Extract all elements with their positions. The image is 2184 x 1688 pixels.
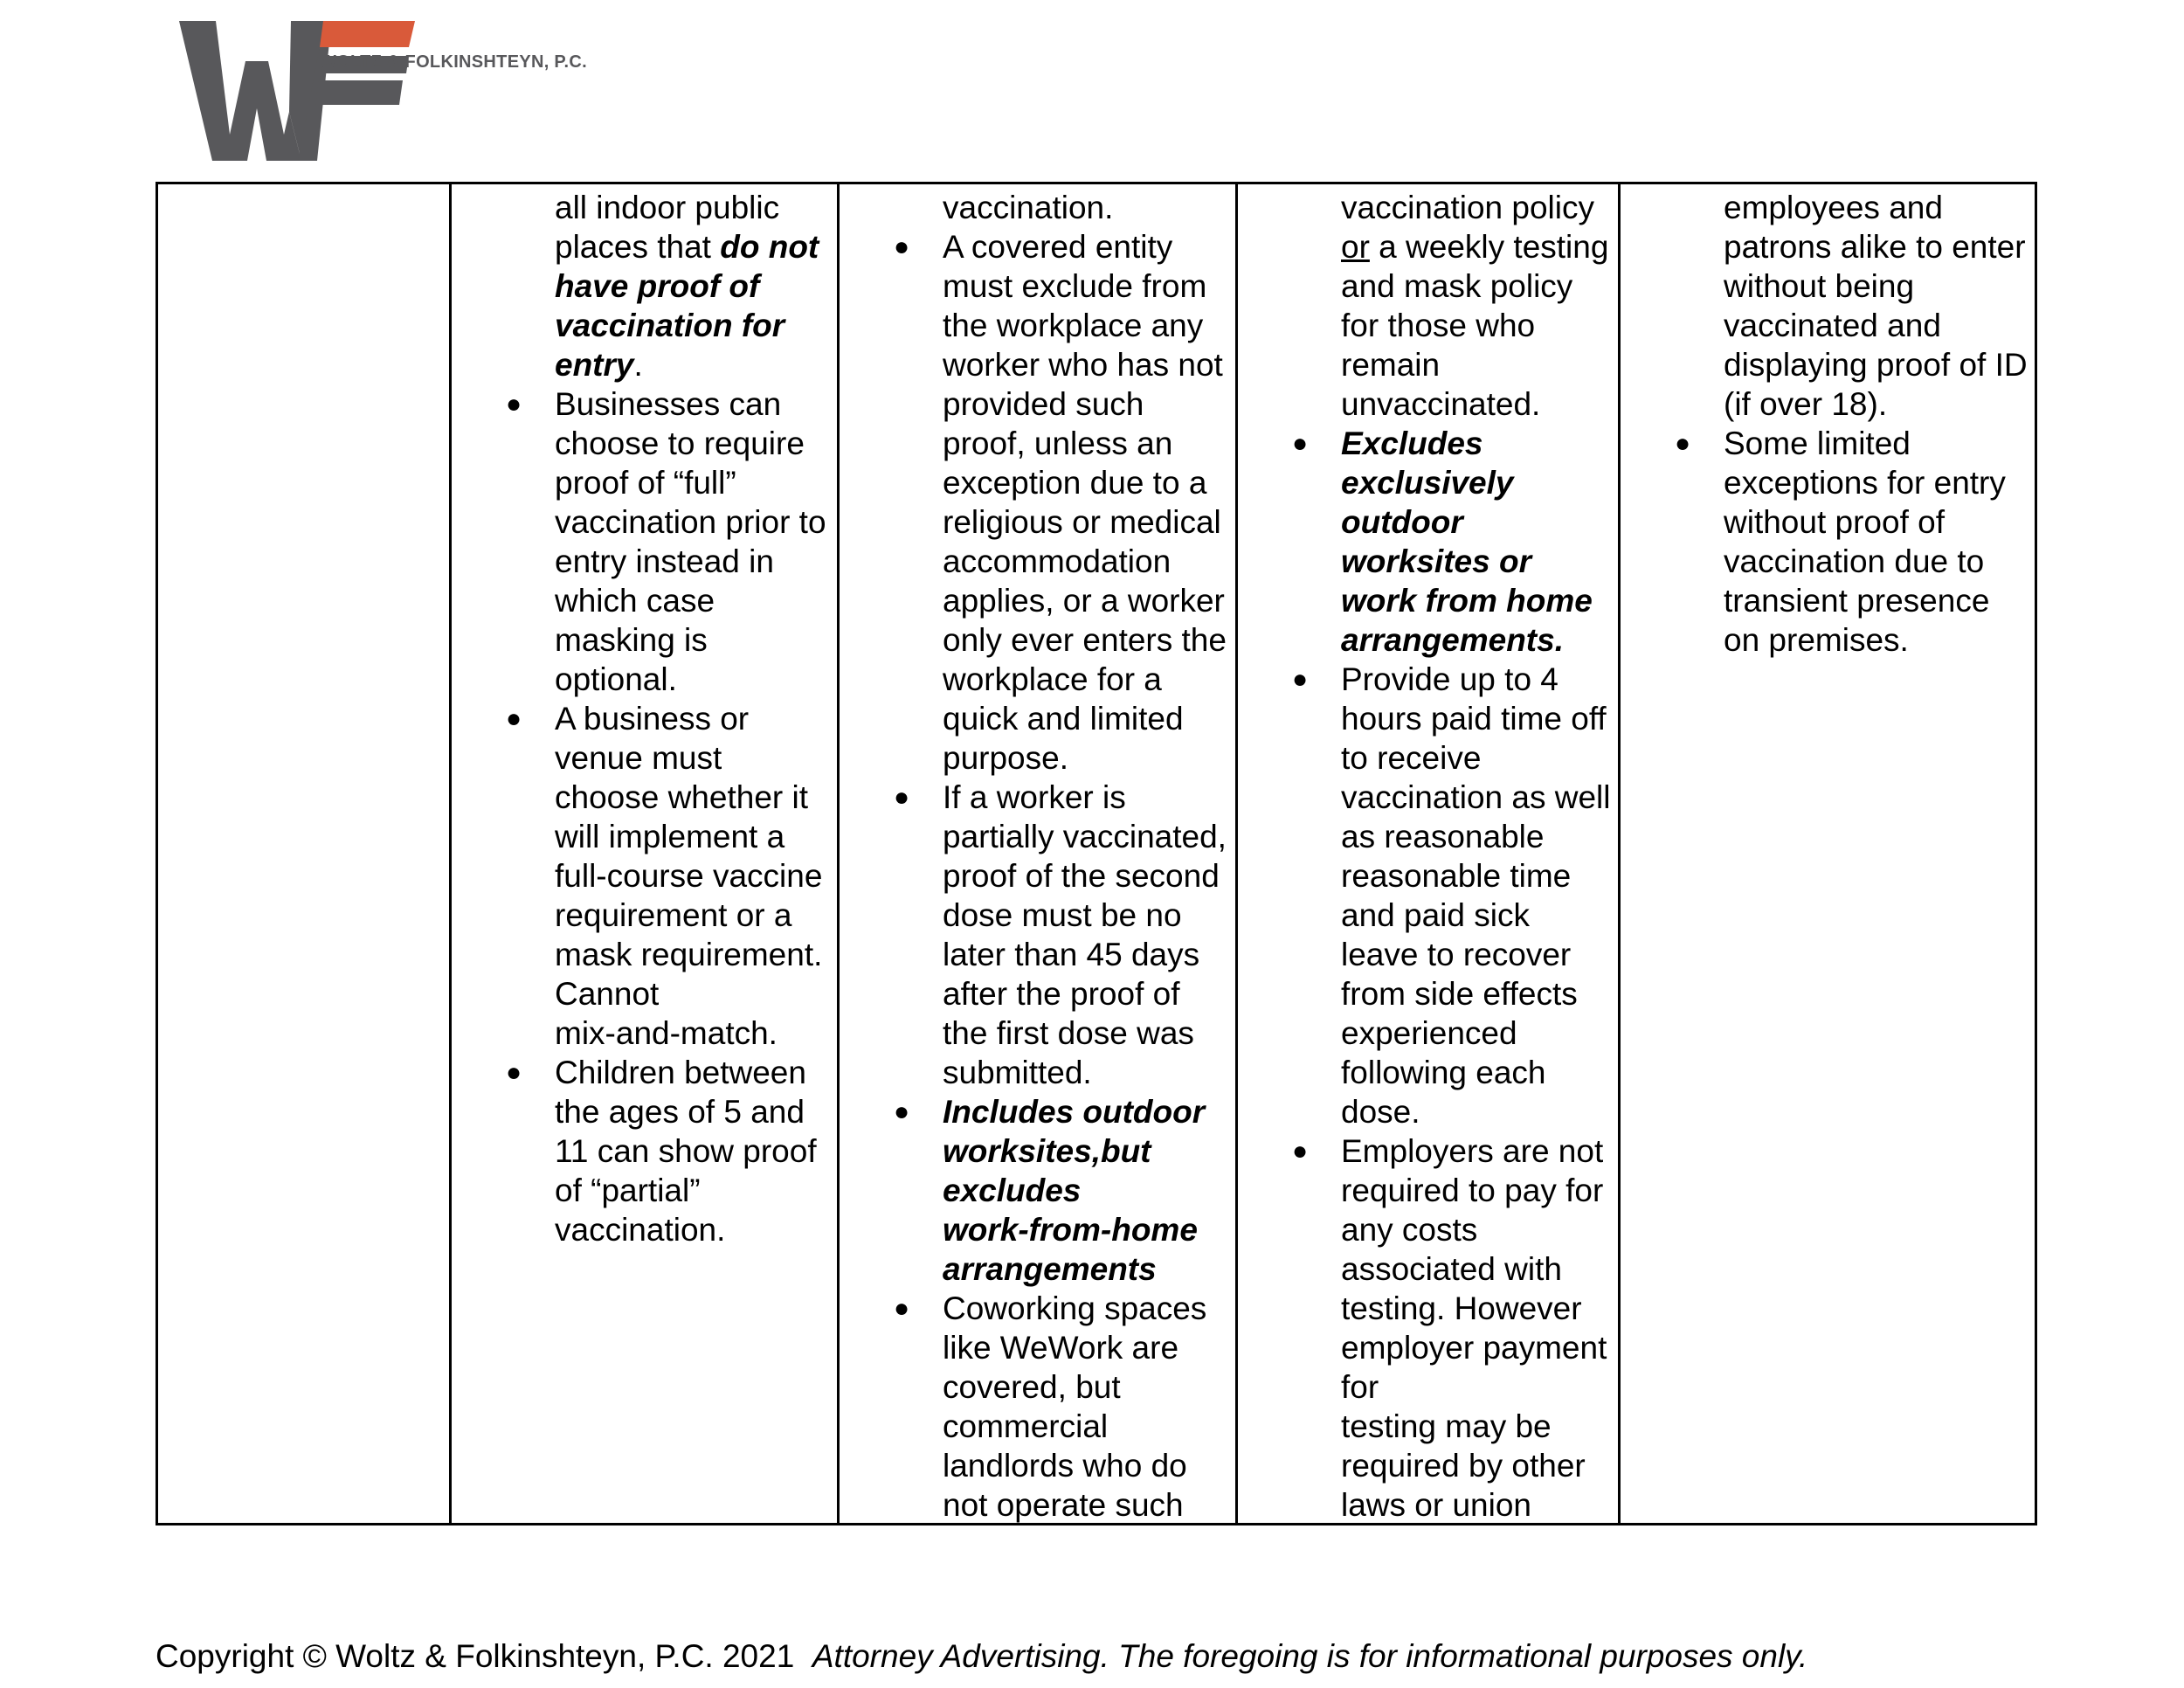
- cell-text-line: [1341, 227, 1608, 266]
- plain-text: all indoor public: [555, 190, 780, 225]
- plain-text: vaccinated and: [1724, 308, 1941, 343]
- cell-text-line: [555, 1092, 805, 1131]
- cell-text-line: [1341, 935, 1571, 974]
- cell-text-line: [1341, 896, 1530, 935]
- plain-text: displaying proof of ID: [1724, 347, 2028, 383]
- cell-text-line: [1724, 424, 1911, 463]
- cell-text-line: [943, 974, 1180, 1013]
- plain-text: reasonable time: [1341, 858, 1572, 894]
- cell-text-line: [943, 306, 1203, 345]
- cell-text-line: [555, 620, 708, 660]
- bold-italic-text: outdoor: [1341, 504, 1463, 540]
- plain-text: proof of the second: [943, 858, 1220, 894]
- plain-text: Coworking spaces: [943, 1290, 1207, 1326]
- plain-text: If a worker is: [943, 779, 1126, 815]
- plain-text: covered, but: [943, 1369, 1121, 1405]
- underlined-text: or: [1341, 229, 1370, 265]
- plain-text: employer payment: [1341, 1330, 1607, 1366]
- cell-text-line: [943, 1249, 1157, 1289]
- cell-text-line: [1341, 1289, 1582, 1328]
- plain-text: Cannot: [555, 976, 660, 1012]
- cell-text-line: [1341, 1407, 1552, 1446]
- plain-text: as reasonable: [1341, 819, 1545, 854]
- regulation-table: [156, 182, 2037, 1525]
- plain-text: partially vaccinated,: [943, 819, 1227, 854]
- plain-text: Employers are not: [1341, 1133, 1604, 1169]
- plain-text: testing may be: [1341, 1408, 1552, 1444]
- plain-text: venue must: [555, 740, 722, 776]
- cell-text-line: [1341, 1013, 1517, 1053]
- plain-text: later than 45 days: [943, 937, 1200, 972]
- plain-text: remain: [1341, 347, 1441, 383]
- bold-italic-text: Excludes: [1341, 425, 1483, 461]
- plain-text: from side effects: [1341, 976, 1578, 1012]
- plain-text: commercial: [943, 1408, 1109, 1444]
- cell-text-line: [943, 620, 1227, 660]
- table-column-3: [837, 184, 1235, 1523]
- cell-text-line: [1341, 660, 1559, 699]
- plain-text: dose must be no: [943, 897, 1182, 933]
- plain-text: accommodation: [943, 543, 1171, 579]
- plain-text: Provide up to 4: [1341, 661, 1559, 697]
- cell-text-line: [943, 542, 1171, 581]
- cell-text-line: [943, 227, 1172, 266]
- plain-text: hours paid time off: [1341, 701, 1607, 737]
- plain-text: applies, or a worker: [943, 583, 1225, 619]
- plain-text: Some limited: [1724, 425, 1911, 461]
- cell-text-line: [1724, 502, 1945, 542]
- plain-text: provided such: [943, 386, 1144, 422]
- cell-text-line: [555, 542, 774, 581]
- plain-text: will implement a: [555, 819, 785, 854]
- cell-text-line: [555, 935, 822, 974]
- cell-text-line: [555, 306, 784, 345]
- bullet-icon: ●: [1292, 429, 1309, 458]
- bullet-icon: ●: [506, 704, 522, 733]
- plain-text: required to pay for: [1341, 1173, 1604, 1208]
- bold-italic-text: work-from-home: [943, 1212, 1198, 1248]
- bold-italic-text: work from home: [1341, 583, 1593, 619]
- bold-italic-text: do not: [720, 229, 819, 265]
- plain-text: purpose.: [943, 740, 1068, 776]
- plain-text: workplace for a: [943, 661, 1162, 697]
- bold-italic-text: arrangements: [943, 1251, 1157, 1287]
- bullet-icon: ●: [894, 1097, 910, 1126]
- plain-text: a weekly testing: [1369, 229, 1609, 265]
- plain-text: experienced: [1341, 1015, 1517, 1051]
- bold-italic-text: entry: [555, 347, 634, 383]
- cell-text-line: [943, 817, 1227, 856]
- cell-text-line: [1341, 188, 1594, 227]
- cell-text-line: [555, 1171, 701, 1210]
- plain-text: full-course vaccine: [555, 858, 823, 894]
- cell-text-line: [943, 345, 1223, 384]
- cell-text-line: [943, 1092, 1205, 1131]
- cell-text-line: [555, 1013, 778, 1053]
- cell-text-line: [1341, 817, 1544, 856]
- plain-text: choose whether it: [555, 779, 809, 815]
- plain-text: testing. However: [1341, 1290, 1582, 1326]
- plain-text: like WeWork are: [943, 1330, 1179, 1366]
- plain-text: leave to recover: [1341, 937, 1572, 972]
- cell-text-line: [555, 1053, 806, 1092]
- table-column-4: [1235, 184, 1618, 1523]
- cell-text-line: [943, 1171, 1081, 1210]
- plain-text: vaccination.: [555, 1212, 726, 1248]
- plain-text: mix-and-match.: [555, 1015, 778, 1051]
- cell-text-line: [943, 1407, 1108, 1446]
- plain-text: without being: [1724, 268, 1915, 304]
- bullet-icon: ●: [1292, 665, 1309, 694]
- plain-text: patrons alike to enter: [1724, 229, 2026, 265]
- cell-text-line: [555, 974, 659, 1013]
- plain-text: optional.: [555, 661, 677, 697]
- cell-text-line: [943, 1289, 1206, 1328]
- plain-text: to receive: [1341, 740, 1482, 776]
- cell-text-line: [555, 266, 759, 306]
- plain-text: quick and limited: [943, 701, 1184, 737]
- plain-text: Children between: [555, 1055, 806, 1090]
- plain-text: which case: [555, 583, 715, 619]
- plain-text: religious or medical: [943, 504, 1221, 540]
- cell-text-line: [943, 581, 1225, 620]
- plain-text: masking is: [555, 622, 708, 658]
- cell-text-line: [1341, 542, 1531, 581]
- plain-text: the ages of 5 and: [555, 1094, 805, 1130]
- bullet-icon: ●: [506, 390, 522, 419]
- cell-text-line: [1724, 384, 1887, 424]
- plain-text: choose to require: [555, 425, 805, 461]
- cell-text-line: [1341, 620, 1564, 660]
- cell-text-line: [555, 227, 819, 266]
- cell-text-line: [1341, 1210, 1477, 1249]
- cell-text-line: [1341, 974, 1578, 1013]
- cell-text-line: [943, 1131, 1151, 1171]
- bullet-icon: ●: [894, 1294, 910, 1323]
- cell-text-line: [555, 778, 808, 817]
- cell-text-line: [1341, 778, 1610, 817]
- plain-text: proof, unless an: [943, 425, 1173, 461]
- bold-italic-text: arrangements.: [1341, 622, 1564, 658]
- plain-text: vaccination prior to: [555, 504, 826, 540]
- plain-text: for those who: [1341, 308, 1536, 343]
- plain-text: (if over 18).: [1724, 386, 1888, 422]
- plain-text: and mask policy: [1341, 268, 1573, 304]
- plain-text: entry instead in: [555, 543, 774, 579]
- plain-text: the workplace any: [943, 308, 1204, 343]
- cell-text-line: [943, 896, 1182, 935]
- cell-text-line: [943, 1485, 1184, 1523]
- plain-text: A business or: [555, 701, 750, 737]
- cell-text-line: [1724, 306, 1941, 345]
- cell-text-line: [1341, 1171, 1603, 1210]
- logo-f-mid: [315, 80, 403, 105]
- table-column-1: [158, 184, 449, 1523]
- plain-text: associated with: [1341, 1251, 1562, 1287]
- cell-text-line: [1724, 345, 2028, 384]
- plain-text: worker who has not: [943, 347, 1223, 383]
- cell-text-line: [943, 502, 1221, 542]
- cell-text-line: [1341, 1328, 1607, 1367]
- cell-text-line: [1724, 188, 1943, 227]
- cell-text-line: [555, 896, 791, 935]
- plain-text: without proof of: [1724, 504, 1945, 540]
- cell-text-line: [943, 778, 1126, 817]
- cell-text-line: [1724, 542, 1984, 581]
- cell-text-line: [1341, 1053, 1545, 1092]
- plain-text: following each: [1341, 1055, 1546, 1090]
- cell-text-line: [1341, 1131, 1603, 1171]
- plain-text: after the proof of: [943, 976, 1180, 1012]
- footer: [156, 1637, 1807, 1676]
- cell-text-line: [943, 424, 1172, 463]
- cell-text-line: [1341, 463, 1513, 502]
- plain-text: vaccination due to: [1724, 543, 1985, 579]
- table-column-2: [449, 184, 837, 1523]
- bold-italic-text: excludes: [943, 1173, 1082, 1208]
- cell-text-line: [555, 345, 643, 384]
- cell-text-line: [943, 188, 1113, 227]
- cell-text-line: [943, 1013, 1194, 1053]
- cell-text-line: [1341, 502, 1463, 542]
- cell-text-line: [1341, 1249, 1562, 1289]
- plain-text: transient presence: [1724, 583, 1990, 619]
- cell-text-line: [555, 699, 749, 738]
- cell-text-line: [555, 1131, 817, 1171]
- plain-text: for: [1341, 1369, 1379, 1405]
- plain-text: of “partial”: [555, 1173, 701, 1208]
- cell-text-line: [1341, 345, 1440, 384]
- firm-logo: [179, 21, 633, 161]
- plain-text: .: [633, 347, 643, 383]
- bullet-icon: ●: [894, 232, 910, 261]
- bullet-icon: ●: [1675, 429, 1691, 458]
- plain-text: Businesses can: [555, 386, 782, 422]
- cell-text-line: [943, 384, 1144, 424]
- cell-text-line: [555, 384, 781, 424]
- cell-text-line: [943, 1328, 1178, 1367]
- plain-text: exception due to a: [943, 465, 1207, 501]
- plain-text: required by other: [1341, 1448, 1586, 1484]
- bullet-icon: ●: [1292, 1137, 1309, 1166]
- cell-text-line: [555, 660, 677, 699]
- plain-text: exceptions for entry: [1724, 465, 2006, 501]
- cell-text-line: [943, 856, 1220, 896]
- cell-text-line: [1341, 266, 1572, 306]
- cell-text-line: [943, 660, 1162, 699]
- cell-text-line: [943, 266, 1206, 306]
- cell-text-line: [943, 1210, 1198, 1249]
- bullet-icon: ●: [506, 1058, 522, 1087]
- cell-text-line: [1341, 1485, 1531, 1523]
- cell-text-line: [943, 738, 1068, 778]
- cell-text-line: [555, 581, 715, 620]
- cell-text-line: [555, 738, 722, 778]
- logo-orange-bar: [320, 21, 415, 47]
- cell-text-line: [1724, 620, 1909, 660]
- cell-text-line: [555, 424, 805, 463]
- cell-text-line: [1341, 1446, 1586, 1485]
- plain-text: vaccination policy: [1341, 190, 1594, 225]
- plain-text: not operate such: [943, 1487, 1184, 1523]
- plain-text: and paid sick: [1341, 897, 1530, 933]
- cell-text-line: [555, 502, 826, 542]
- cell-text-line: [943, 1367, 1121, 1407]
- cell-text-line: [1724, 581, 1989, 620]
- cell-text-line: [1341, 856, 1571, 896]
- plain-text: on premises.: [1724, 622, 1909, 658]
- cell-text-line: [943, 463, 1206, 502]
- cell-text-line: [943, 935, 1199, 974]
- cell-text-line: [1724, 266, 1914, 306]
- cell-text-line: [555, 463, 736, 502]
- bold-italic-text: vaccination for: [555, 308, 785, 343]
- plain-text: mask requirement.: [555, 937, 823, 972]
- plain-text: submitted.: [943, 1055, 1092, 1090]
- plain-text: vaccination as well: [1341, 779, 1611, 815]
- bullet-icon: ●: [894, 783, 910, 812]
- cell-text-line: [943, 699, 1184, 738]
- cell-text-line: [1341, 1092, 1420, 1131]
- plain-text: proof of “full”: [555, 465, 736, 501]
- bold-italic-text: Includes outdoor: [943, 1094, 1206, 1130]
- bold-italic-text: exclusively: [1341, 465, 1514, 501]
- cell-text-line: [1341, 384, 1540, 424]
- cell-text-line: [555, 856, 822, 896]
- plain-text: vaccination.: [943, 190, 1114, 225]
- cell-text-line: [943, 1446, 1187, 1485]
- plain-text: the first dose was: [943, 1015, 1194, 1051]
- plain-text: dose.: [1341, 1094, 1420, 1130]
- plain-text: only ever enters the: [943, 622, 1227, 658]
- plain-text: laws or union: [1341, 1487, 1532, 1523]
- cell-text-line: [1341, 1367, 1379, 1407]
- cell-text-line: [1341, 699, 1607, 738]
- footer-copyright: Copyright © Woltz & Folkinshteyn, P.C. 2021: [156, 1638, 795, 1674]
- bold-italic-text: worksites,but: [943, 1133, 1151, 1169]
- plain-text: A covered entity: [943, 229, 1173, 265]
- plain-text: 11 can show proof: [555, 1133, 817, 1169]
- cell-text-line: [555, 817, 784, 856]
- plain-text: employees and: [1724, 190, 1943, 225]
- cell-text-line: [1341, 581, 1593, 620]
- bold-italic-text: have proof of: [555, 268, 760, 304]
- logo-w-left: [179, 21, 301, 161]
- cell-text-line: [1724, 463, 2006, 502]
- cell-text-line: [1341, 424, 1482, 463]
- cell-text-line: [1341, 306, 1535, 345]
- plain-text: places that: [555, 229, 721, 265]
- cell-text-line: [943, 1053, 1092, 1092]
- cell-text-line: [555, 188, 779, 227]
- firm-name: WOLTZ & FOLKINSHTEYN, P.C.: [320, 52, 587, 72]
- plain-text: unvaccinated.: [1341, 386, 1541, 422]
- bold-italic-text: worksites or: [1341, 543, 1531, 579]
- plain-text: landlords who do: [943, 1448, 1187, 1484]
- footer-disclaimer: Attorney Advertising. The foregoing is for informational purposes only.: [812, 1638, 1808, 1674]
- plain-text: requirement or a: [555, 897, 792, 933]
- cell-text-line: [1724, 227, 2026, 266]
- plain-text: must exclude from: [943, 268, 1207, 304]
- plain-text: any costs: [1341, 1212, 1478, 1248]
- cell-text-line: [555, 1210, 725, 1249]
- cell-text-line: [1341, 738, 1481, 778]
- table-column-5: [1618, 184, 2037, 1523]
